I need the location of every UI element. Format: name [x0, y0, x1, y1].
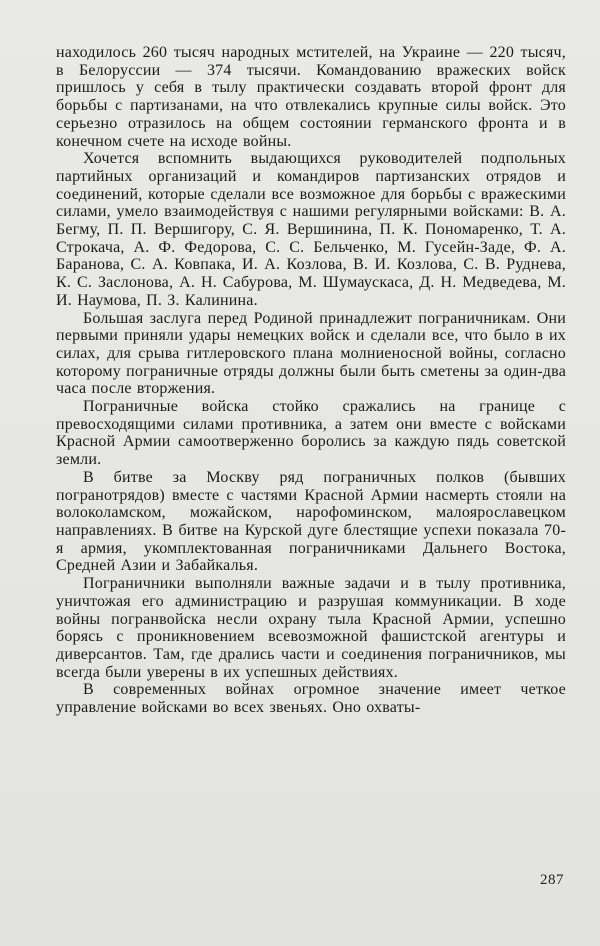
paragraph: Большая заслуга перед Родиной принадлежит пограничникам. Они первыми приняли удары немецких войск и сделали все, что было в их силах, для срыва гитлеровского плана молниеносной войны, согласно которому пограничные отряды должны были быть сметены за один-два часа после вторжения.: [56, 309, 566, 398]
paragraph: В битве за Москву ряд пограничных полков (бывших погранотрядов) вместе с частями Красной Армии насмерть стояли на волоколамском, можайском, нарофоминском, малоярославецком направлениях. В битве на Курской дуге блестящие успехи показала 70-я армия, укомплектованная пограничниками Дальнего Востока, Средней Азии и Забайкалья.: [56, 468, 566, 575]
paragraph: В современных войнах огромное значение имеет четкое управление войсками во всех звеньях. Оно охваты-: [56, 681, 566, 717]
paragraph: Хочется вспомнить выдающихся руководителей подпольных партийных организаций и командиров партизанских отрядов и соединений, которые сделали все возможное для борьбы с вражескими силами, умело взаимодействуя с нашими регулярными войсками: В. А. Бегму, П. П. Вершигору, С. Я. Вершинина, П. К. Пономаренко, Т. А. Строкача, А. Ф. Федорова, С. С. Бельченко, М. Гусейн-Заде, Ф. А. Баранова, С. А. Ковпака, И. А. Козлова, В. И. Козлова, С. В. Руднева, К. С. Заслонова, А. Н. Сабурова, М. Шумаускаса, Д. Н. Медведева, М. И. Наумова, П. З. Калинина.: [56, 150, 566, 309]
paragraph-continuation: находилось 260 тысяч народных мстителей, на Украине — 220 тысяч, в Белоруссии — 374 тысячи. Командованию вражеских войск пришлось у себя в тылу практически создавать второй фронт для борьбы с партизанами, на что отвлекались крупные силы войск. Это серьезно отразилось на общем состоянии германского фронта и в конечном счете на исходе войны.: [56, 44, 566, 150]
page-number: 287: [540, 872, 564, 888]
paragraph: Пограничные войска стойко сражались на границе с превосходящими силами противника, а затем они вместе с войсками Красной Армии самоотверженно боролись за каждую пядь советской земли.: [56, 398, 566, 469]
paragraph: Пограничники выполняли важные задачи и в тылу противника, уничтожая его администрацию и разрушая коммуникации. В ходе войны погранвойска несли охрану тыла Красной Армии, успешно борясь с проникновением всевозможной фашистской агентуры и диверсантов. Там, где дрались части и соединения пограничников, мы всегда были уверены в их успешных действиях.: [56, 575, 566, 681]
page-text-block: [56, 44, 566, 717]
